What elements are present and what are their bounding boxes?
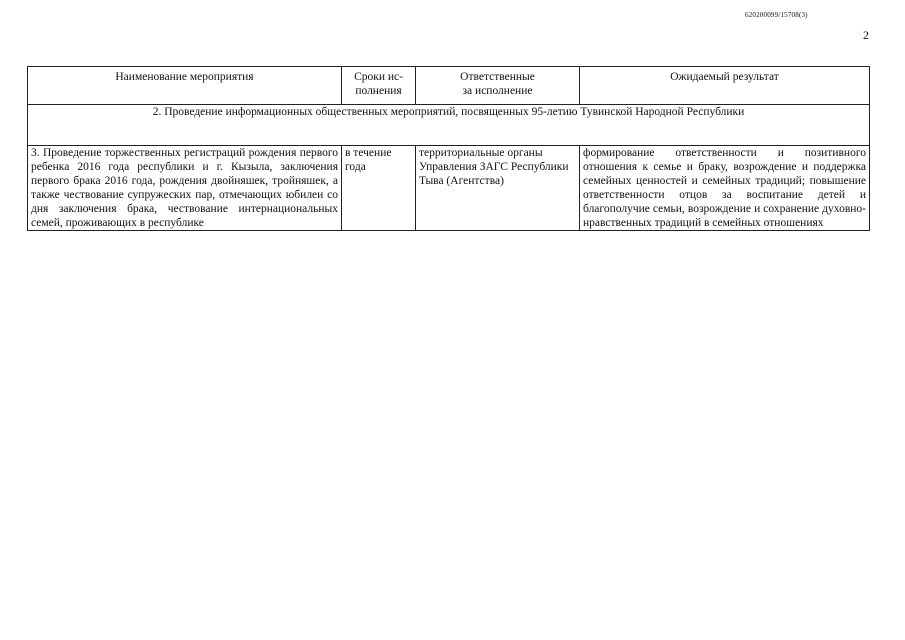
event-cell: 3. Проведение торжественных регистраций рождения первого ребенка 2016 года республики и г. Кызыла, заключения первого брака 2016 года, рождения двойняшек, тройняшек, а также чествование супружеских пар, отмечающих юбилеи со дня заключения брака, чествование интернациональных семей, проживающих в республике — [28, 146, 342, 231]
header-result-text: Ожидаемый результат — [670, 71, 779, 83]
header-event-name — [28, 67, 342, 105]
header-deadline — [342, 67, 416, 105]
table-header-row — [28, 67, 870, 105]
header-result — [580, 67, 870, 105]
page-number: 2 — [863, 28, 869, 42]
deadline-cell: в течение года — [342, 146, 416, 231]
header-responsible-line2: за исполнение — [462, 85, 533, 97]
section-title: 2. Проведение информационных общественных мероприятий, посвященных 95-летию Тувинской Народной Республики — [28, 105, 870, 146]
header-responsible — [416, 67, 580, 105]
events-table — [27, 66, 870, 231]
header-event-name-text: Наименование мероприятия — [115, 71, 254, 83]
responsible-cell: территориальные органы Управления ЗАГС Республики Тыва (Агентства) — [416, 146, 580, 231]
document-code: 620200099/15708(3) — [745, 11, 808, 19]
result-cell: формирование ответственности и позитивного отношения к семье и браку, возрождение и поддержка семейных ценностей и семейных традиций; повышение ответственности отцов за воспитание детей и благополучие семьи, возрождение и сохранение духовно-нравственных традиций в семейных отношениях — [580, 146, 870, 231]
table-row — [28, 146, 870, 231]
header-responsible-line1: Ответственные — [460, 71, 535, 83]
header-deadline-line2: полнения — [355, 85, 402, 97]
header-deadline-line1: Сроки ис- — [354, 71, 403, 83]
section-row — [28, 105, 870, 146]
